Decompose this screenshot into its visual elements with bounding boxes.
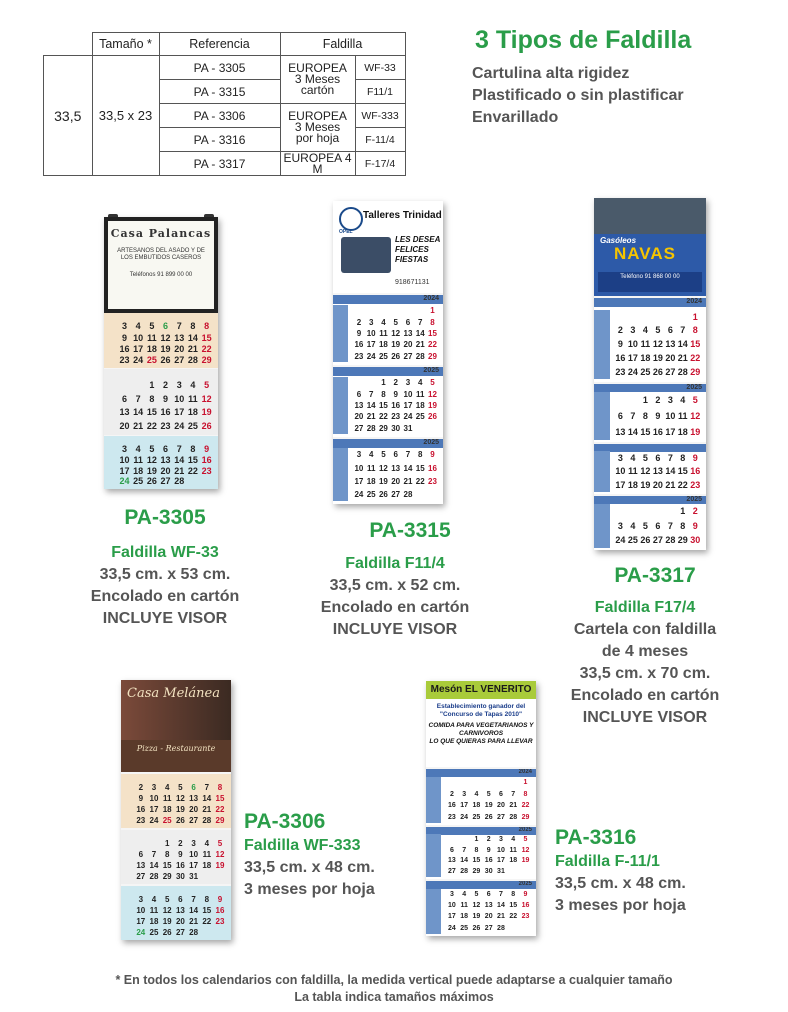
year-label: 2024 bbox=[518, 769, 532, 775]
header-skirt: Faldilla bbox=[280, 33, 405, 56]
year-label: 2025 bbox=[518, 827, 532, 833]
size-value: 33,5 x 23 bbox=[92, 56, 159, 176]
week-column bbox=[426, 777, 441, 823]
month-panel bbox=[333, 367, 443, 437]
month-panel bbox=[333, 439, 443, 504]
footnote-line: * En todos los calendarios con faldilla, la medida vertical puede adaptarse a cualquier tamaño bbox=[115, 973, 673, 987]
date-grid: 3 4 5 6 7 8 9 10 11 12 13 14 15 16 17 18 19 20 21 22 23 24 25 26 27 28 bbox=[136, 894, 225, 937]
year-label: 2025 bbox=[686, 384, 702, 391]
product-skirt: Faldilla F11/4 bbox=[345, 555, 445, 572]
header-phone: 918671131 bbox=[395, 279, 430, 286]
week-column bbox=[333, 305, 348, 362]
trucks-photo bbox=[594, 198, 706, 234]
date-grid: 1 2 3 4 5 6 7 8 16 17 18 19 20 21 22 23 24 25 26 27 28 29 bbox=[448, 779, 530, 821]
product-code: PA-3317 bbox=[614, 564, 696, 587]
product-pa3315-details bbox=[290, 553, 500, 641]
types-title: 3 Tipos de Faldilla bbox=[475, 26, 692, 54]
date-grid: 1 2 3 4 5 6 7 8 9 10 11 12 13 14 15 16 17 18 19 20 21 22 23 24 25 26 27 28 29 bbox=[354, 306, 437, 361]
calendar-pa3316 bbox=[426, 681, 536, 936]
year-label: 2025 bbox=[518, 881, 532, 887]
week-column bbox=[594, 310, 610, 379]
month-panel bbox=[594, 444, 706, 494]
product-line: INCLUYE VISOR bbox=[332, 621, 458, 638]
header-line: Establecimiento ganador del bbox=[436, 703, 526, 710]
product-line: 3 meses por hoja bbox=[244, 881, 375, 898]
car-photo bbox=[341, 237, 391, 273]
header-line: LO QUE QUIERAS PARA LLEVAR bbox=[429, 738, 533, 745]
product-line: INCLUYE VISOR bbox=[582, 709, 708, 726]
product-pa3305 bbox=[100, 506, 230, 530]
calendar-header bbox=[104, 217, 218, 313]
ref-3306: PA - 3306 bbox=[159, 104, 280, 128]
month-panel bbox=[121, 886, 231, 940]
ref-3305: PA - 3305 bbox=[159, 56, 280, 80]
product-line: 3 meses por hoja bbox=[555, 897, 686, 914]
week-column bbox=[333, 377, 348, 434]
month-panel bbox=[426, 881, 536, 936]
product-code: PA-3306 bbox=[244, 810, 326, 833]
product-line: Encolado en cartón bbox=[320, 599, 470, 616]
ref-3315: PA - 3315 bbox=[159, 80, 280, 104]
group-europea-carton: EUROPEA 3 Meses cartón bbox=[280, 56, 355, 104]
footnote-line: La tabla indica tamaños máximos bbox=[294, 990, 494, 1004]
product-line: 33,5 cm. x 70 cm. bbox=[579, 665, 711, 682]
year-label: 2025 bbox=[686, 496, 702, 503]
date-grid: 1 2 3 4 5 6 7 8 9 24 25 26 27 28 29 30 bbox=[615, 505, 701, 546]
calendar-pa3317 bbox=[594, 198, 706, 550]
date-grid: 3 4 5 6 7 8 9 10 11 12 13 14 15 16 17 18 19 20 21 22 23 24 25 26 27 28 bbox=[119, 443, 212, 487]
month-panel bbox=[426, 769, 536, 825]
header-brand: OPEL bbox=[339, 229, 353, 235]
date-grid: 1 2 3 4 5 6 7 8 9 10 11 12 13 14 15 16 17 18 19 27 28 29 30 31 bbox=[448, 836, 530, 876]
product-code: PA-3305 bbox=[124, 506, 206, 529]
month-panel bbox=[594, 384, 706, 442]
calendar-pa3315 bbox=[333, 201, 443, 504]
product-skirt: Faldilla WF-333 bbox=[244, 837, 361, 854]
code-f114: F-11/4 bbox=[355, 128, 405, 152]
week-column bbox=[594, 451, 610, 492]
code-wf33: WF-33 bbox=[355, 56, 405, 80]
product-pa3317-details bbox=[540, 597, 750, 729]
header-line: "Concurso de Tapas 2010" bbox=[439, 711, 523, 718]
year-label: 2024 bbox=[423, 295, 439, 302]
table-corner bbox=[44, 33, 93, 56]
month-panel bbox=[104, 369, 218, 435]
month-panel bbox=[594, 496, 706, 550]
month-panel bbox=[121, 830, 231, 884]
header-sub: Pizza - Restaurante bbox=[136, 744, 216, 753]
calendar-pa3305 bbox=[104, 217, 218, 489]
header-name: Casa Melánea bbox=[127, 686, 220, 701]
types-list bbox=[472, 63, 684, 129]
header-name-small: Gasóleos bbox=[600, 236, 637, 245]
type-line: Cartulina alta rigidez bbox=[472, 65, 630, 82]
week-column bbox=[333, 448, 348, 501]
date-grid: 1 2 3 4 5 6 7 8 9 10 11 12 13 14 15 16 17 18 19 20 21 22 23 24 25 26 bbox=[119, 380, 212, 431]
code-wf333: WF-333 bbox=[355, 104, 405, 128]
header-reference: Referencia bbox=[159, 33, 280, 56]
product-pa3316-details bbox=[555, 825, 755, 917]
product-line: de 4 meses bbox=[601, 643, 689, 660]
calendar-pa3306 bbox=[121, 680, 231, 940]
header-name: Talleres Trinidad bbox=[363, 210, 442, 221]
month-panel bbox=[104, 436, 218, 489]
date-grid: 2 3 4 5 6 7 8 9 10 11 12 13 14 15 16 17 18 19 20 21 22 23 24 25 26 27 28 29 bbox=[136, 782, 225, 825]
month-panel bbox=[426, 827, 536, 879]
product-line: INCLUYE VISOR bbox=[102, 610, 228, 627]
product-line: 33,5 cm. x 52 cm. bbox=[329, 577, 461, 594]
product-code: PA-3315 bbox=[369, 519, 451, 542]
header-line: COMIDA PARA VEGETARIANOS Y CARNIVOROS bbox=[428, 722, 534, 737]
product-code: PA-3316 bbox=[555, 826, 637, 849]
calendar-header bbox=[426, 681, 536, 767]
header-line: ARTESANOS DEL ASADO Y DE LOS EMBUTIDOS CASEROS bbox=[117, 248, 205, 261]
product-pa3305-details bbox=[60, 542, 270, 630]
product-line: 33,5 cm. x 48 cm. bbox=[244, 859, 375, 876]
product-skirt: Faldilla WF-33 bbox=[111, 544, 219, 561]
group-europea-4m: EUROPEA 4 M bbox=[280, 152, 355, 176]
header-name: Mesón EL VENERITO bbox=[426, 681, 536, 699]
month-panel bbox=[594, 298, 706, 382]
date-grid: 1 2 3 4 5 6 7 8 9 10 11 12 13 14 15 16 17 18 19 27 28 29 30 31 bbox=[136, 838, 225, 881]
calendar-header bbox=[333, 201, 443, 293]
date-grid: 3 4 5 6 7 8 9 10 11 12 13 14 15 16 17 18 19 20 21 22 23 24 25 26 27 28 bbox=[354, 450, 437, 500]
ref-3316: PA - 3316 bbox=[159, 128, 280, 152]
date-grid: 3 4 5 6 7 8 8 9 10 11 12 13 14 15 16 17 18 19 20 21 22 23 24 25 26 27 28 29 bbox=[119, 321, 212, 366]
header-greeting: LES DESEA FELICES FIESTAS bbox=[395, 235, 441, 264]
header-phone: Teléfono 91 868 00 00 bbox=[598, 272, 702, 292]
header-phone: Teléfonos 91 899 00 00 bbox=[129, 272, 193, 278]
header-name: NAVAS bbox=[614, 244, 676, 263]
calendar-header bbox=[121, 680, 231, 772]
week-column bbox=[594, 392, 610, 440]
month-panel bbox=[104, 313, 218, 368]
product-line: 33,5 cm. x 53 cm. bbox=[99, 566, 231, 583]
month-panel bbox=[333, 295, 443, 365]
code-f174: F-17/4 bbox=[355, 152, 405, 176]
calendar-header bbox=[594, 198, 706, 296]
code-f111: F11/1 bbox=[355, 80, 405, 104]
product-skirt: Faldilla F17/4 bbox=[594, 599, 696, 616]
year-label: 2025 bbox=[423, 367, 439, 374]
week-column bbox=[426, 889, 441, 934]
date-grid: 3 4 5 6 7 8 9 10 11 12 13 14 15 16 17 18 19 20 21 22 23 bbox=[615, 452, 701, 491]
width-value: 33,5 bbox=[44, 56, 93, 176]
ref-3317: PA - 3317 bbox=[159, 152, 280, 176]
year-label: 2025 bbox=[423, 439, 439, 446]
product-line: Encolado en cartón bbox=[90, 588, 240, 605]
date-grid: 1 2 3 4 5 6 7 8 9 10 11 12 13 14 15 16 17 18 19 20 21 22 23 24 25 26 27 28 29 30 31 bbox=[354, 378, 437, 433]
date-grid: 1 2 3 4 5 6 7 8 9 10 11 12 13 14 15 16 17 18 19 bbox=[615, 395, 701, 437]
date-grid: 1 2 3 4 5 6 7 8 9 10 11 12 13 14 15 16 17 18 19 20 21 22 23 24 25 26 27 28 29 bbox=[615, 311, 701, 377]
product-line: Encolado en cartón bbox=[570, 687, 720, 704]
header-size: Tamaño * bbox=[92, 33, 159, 56]
week-column bbox=[426, 834, 441, 877]
header-lines bbox=[428, 703, 534, 746]
product-skirt: Faldilla F-11/1 bbox=[555, 853, 660, 870]
type-line: Plastificado o sin plastificar bbox=[472, 87, 684, 104]
date-grid: 3 4 5 6 7 8 9 10 11 12 13 14 15 16 17 18 19 20 21 22 23 24 25 26 27 28 bbox=[448, 890, 530, 932]
month-panel bbox=[121, 774, 231, 828]
group-europea-hoja: EUROPEA 3 Meses por hoja bbox=[280, 104, 355, 152]
header-name: Casa Palancas bbox=[110, 227, 212, 240]
week-column bbox=[594, 504, 610, 548]
year-label: 2024 bbox=[686, 298, 702, 305]
product-line: 33,5 cm. x 48 cm. bbox=[555, 875, 686, 892]
product-pa3306-details bbox=[244, 809, 444, 901]
size-table bbox=[43, 32, 406, 176]
opel-logo-icon bbox=[339, 207, 363, 231]
footnote bbox=[0, 972, 788, 1006]
product-line: Cartela con faldilla bbox=[573, 621, 717, 638]
type-line: Envarillado bbox=[472, 109, 559, 126]
